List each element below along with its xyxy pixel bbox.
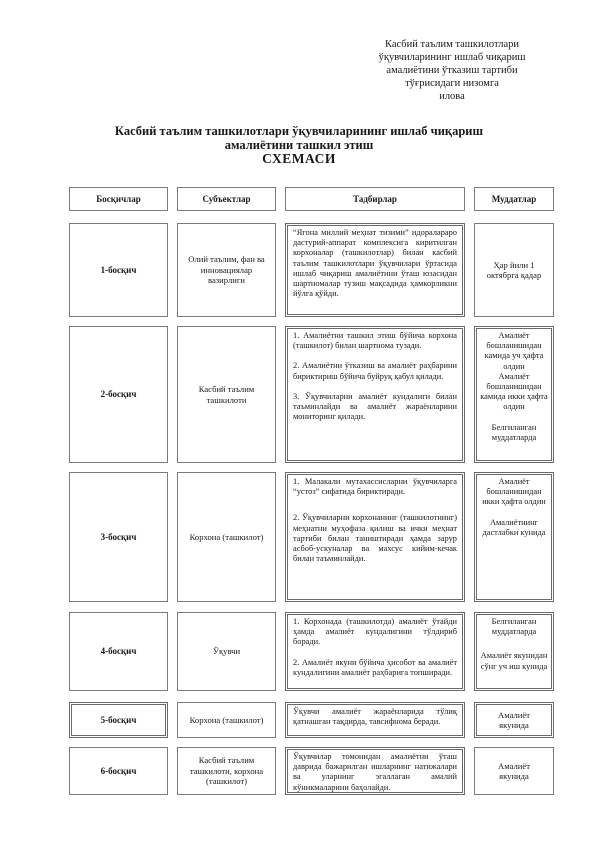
subject-2: Касбий таълим ташкилоти xyxy=(177,326,276,463)
stage-1: 1-босқич xyxy=(69,223,168,317)
action-item: 2. Амалиётни ўтказиш ва амалиёт раҳбарини бириктириш бўйича буйруқ қабул қилади. xyxy=(293,361,457,381)
subject-6: Касбий таълим ташкилоти, корхона (ташкилот) xyxy=(177,747,276,795)
actions-3 xyxy=(285,472,465,602)
annex-line: амалиётини ўтказиш тартиби xyxy=(386,65,518,76)
subject-3: Корхона (ташкилот) xyxy=(177,472,276,602)
deadline-4 xyxy=(474,612,554,691)
deadline-item: Белгиланган муддатларда xyxy=(491,617,537,637)
action-item: 3. Ўқувчиларни амалиёт кундалиги билан таъминлайди ва амалиёт жараёнларини мониторинг қилади. xyxy=(293,391,457,422)
annex-line: Касбий таълим ташкилотлари xyxy=(384,39,520,50)
actions-5 xyxy=(285,702,465,738)
stage-6: 6-босқич xyxy=(69,747,168,795)
deadline-item: Амалиёт бошланишидан камида икки ҳафта олдин xyxy=(480,371,548,412)
action-item: 2. Ўқувчиларни корхонанинг (ташкилотнинг) меҳнатни муҳофаза қилиш ва ички меҳнат тартиби билан таништиради ҳамда зарур асбоб-ускуналар ва махсус кийим-кечак билан таъминлайди. xyxy=(293,513,457,564)
subject-4: Ўқувчи xyxy=(177,612,276,691)
stage-5: 5-босқич xyxy=(69,702,168,738)
deadline-2 xyxy=(474,326,554,463)
header-action: Тадбирлар xyxy=(285,187,465,211)
action-item: Ўқувчи амалиёт жараёнларида тўлиқ қатнашган тақдирда, тавсифнома беради. xyxy=(293,707,457,727)
deadline-item: Амалиёт бошланишидан икки ҳафта олдин xyxy=(482,477,546,507)
header-deadline: Муддатлар xyxy=(474,187,554,211)
deadline-item: Амалиётнинг дастлабки кунида xyxy=(482,517,546,537)
annex-line: ўқувчиларининг ишлаб чиқариш xyxy=(378,52,526,63)
deadline-1: Ҳар йили 1 октябрга қадар xyxy=(474,223,554,317)
stage-3: 3-босқич xyxy=(69,472,168,602)
action-item: “Ягона миллий меҳнат тизими” идоралараро дастурий-аппарат комплексига киритилган корхоналар (ташкилотлар) билан касбий таълим ташкилотлари ўқувчилари ўртасида ишлаб чиқариш амалиётини ўташ юзасидан шартномалар тузиш мақсадида ҳамкорликни йўлга қўйди. xyxy=(293,228,457,299)
actions-2 xyxy=(285,326,465,463)
actions-4 xyxy=(285,612,465,691)
action-item: 2. Амалиёт якуни бўйича ҳисобот ва амалиёт кундалигини амалиёт раҳбарига топширади. xyxy=(293,657,457,677)
header-stage: Босқичлар xyxy=(69,187,168,211)
action-item: 1. Корхонада (ташкилотда) амалиёт ўтайди ҳамда амалиёт кундалигини тўлдириб боради. xyxy=(293,617,457,647)
deadline-3 xyxy=(474,472,554,602)
subject-1: Олий таълим, фан ва инновациялар вазирлиги xyxy=(177,223,276,317)
annex-note xyxy=(352,38,552,103)
deadline-5: Амалиёт якунида xyxy=(474,702,554,738)
title-line-2: амалиётини ташкил этиш xyxy=(224,138,374,152)
title-line-1: Касбий таълим ташкилотлари ўқувчиларининг ишлаб чиқариш xyxy=(114,124,484,138)
deadline-item: Амалиёт якунидан сўнг уч иш кунида xyxy=(480,651,548,671)
stage-4: 4-босқич xyxy=(69,612,168,691)
actions-1 xyxy=(285,223,465,317)
stage-2: 2-босқич xyxy=(69,326,168,463)
action-item: 1. Амалиётни ташкил этиш бўйича корхона (ташкилот) билан шартнома тузади. xyxy=(293,331,457,351)
header-subject: Субъектлар xyxy=(177,187,276,211)
title-line-3: СХЕМАСИ xyxy=(262,151,336,166)
deadline-6: Амалиёт якунида xyxy=(474,747,554,795)
annex-line: тўғрисидаги низомга xyxy=(405,78,499,89)
subject-5: Корхона (ташкилот) xyxy=(177,702,276,738)
deadline-item: Амалиёт бошланишидан камида уч ҳафта олдин xyxy=(484,331,544,371)
actions-6 xyxy=(285,747,465,795)
document-title xyxy=(0,124,598,166)
action-item: 1. Малакали мутахассисларни ўқувчиларга “устоз” сифатида бириктиради. xyxy=(293,477,457,497)
action-item: Ўқувчилар томонидан амалиётни ўташ даврида бажарилган ишларнинг натижалари ва уларнинг эгаллаган амалий кўникмаларини баҳолайди. xyxy=(293,752,457,792)
deadline-item: Белгиланган муддатларда xyxy=(491,422,537,442)
annex-line: илова xyxy=(439,91,465,102)
